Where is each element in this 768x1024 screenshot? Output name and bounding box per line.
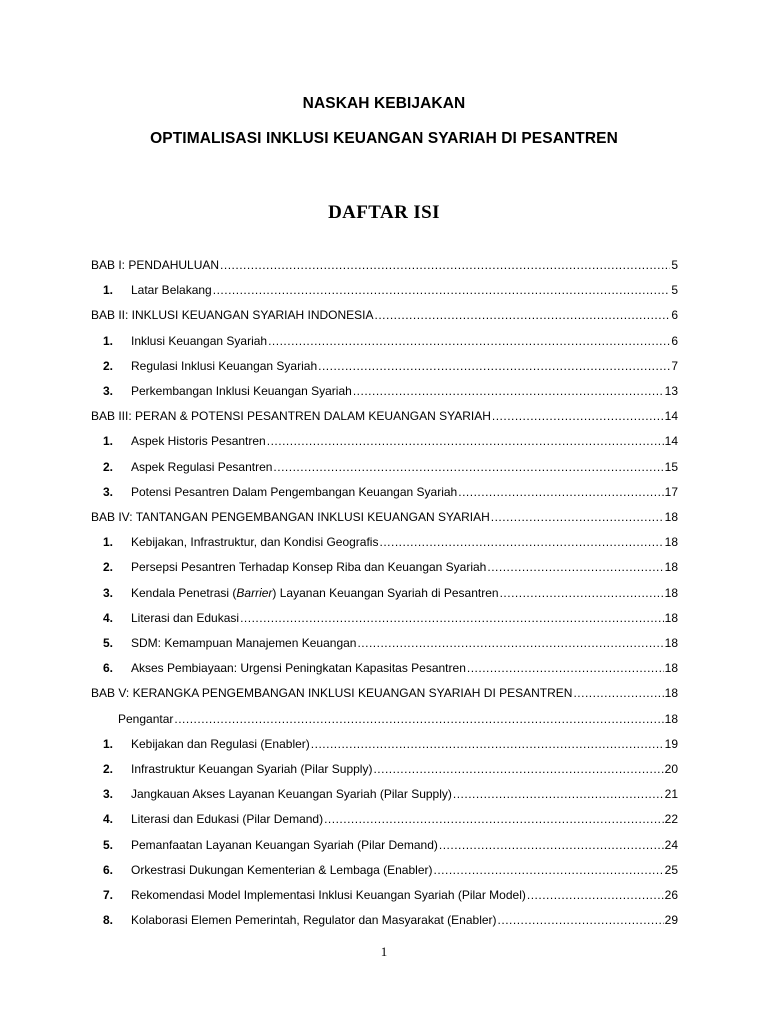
toc-leader-dots bbox=[500, 585, 664, 601]
toc-leader-dots bbox=[498, 912, 664, 928]
toc-entry-number: 3. bbox=[103, 586, 114, 600]
toc-entry[interactable] bbox=[0, 282, 768, 298]
toc-entry-title: Inklusi Keuangan Syariah bbox=[131, 334, 268, 348]
toc-entry-title: Aspek Regulasi Pesantren bbox=[131, 460, 273, 474]
toc-entry-number: 1. bbox=[103, 334, 114, 348]
toc-entry-number: 1. bbox=[103, 737, 114, 751]
toc-leader-dots bbox=[267, 433, 664, 449]
toc-leader-dots bbox=[453, 786, 664, 802]
toc-entry-title: Rekomendasi Model Implementasi Inklusi Keuangan Syariah (Pilar Model) bbox=[131, 888, 526, 902]
toc-entry-title: Jangkauan Akses Layanan Keuangan Syariah (Pilar Supply) bbox=[131, 787, 452, 801]
toc-entry-page: 7 bbox=[671, 359, 678, 373]
document-heading: NASKAH KEBIJAKAN bbox=[302, 95, 466, 112]
toc-entry-title: Potensi Pesantren Dalam Pengembangan Keuangan Syariah bbox=[131, 485, 458, 499]
toc-entry-page: 17 bbox=[664, 485, 678, 499]
toc-entry-number: 5. bbox=[103, 838, 114, 852]
toc-entry-page: 18 bbox=[664, 661, 678, 675]
toc-entry[interactable] bbox=[0, 761, 768, 777]
toc-entry-page: 19 bbox=[664, 737, 678, 751]
toc-entry-title-part: ) Layanan Keuangan Syariah di Pesantren bbox=[272, 586, 499, 600]
toc-entry-page: 18 bbox=[664, 586, 678, 600]
toc-entry-number: 4. bbox=[103, 812, 114, 826]
toc-entry-title: Kolaborasi Elemen Pemerintah, Regulator dan Masyarakat (Enabler) bbox=[131, 913, 497, 927]
toc-entry[interactable] bbox=[0, 559, 768, 575]
toc-entry-title: Pemanfaatan Layanan Keuangan Syariah (Pilar Demand) bbox=[131, 838, 438, 852]
toc-entry-title: Orkestrasi Dukungan Kementerian & Lembaga (Enabler) bbox=[131, 863, 433, 877]
toc-entry-page: 22 bbox=[664, 812, 678, 826]
toc-leader-dots bbox=[491, 509, 664, 525]
toc-entry[interactable] bbox=[0, 257, 768, 273]
toc-entry-number: 6. bbox=[103, 863, 114, 877]
toc-entry-page: 18 bbox=[664, 510, 678, 524]
toc-entry-page: 15 bbox=[664, 460, 678, 474]
page-number: 1 bbox=[380, 944, 388, 959]
toc-entry-number: 3. bbox=[103, 384, 114, 398]
toc-entry-page: 21 bbox=[664, 787, 678, 801]
toc-entry-number: 5. bbox=[103, 636, 114, 650]
toc-entry-title: SDM: Kemampuan Manajemen Keuangan bbox=[131, 636, 357, 650]
toc-entry-title: Kebijakan, Infrastruktur, dan Kondisi Geografis bbox=[131, 535, 379, 549]
toc-leader-dots bbox=[213, 282, 671, 298]
toc-leader-dots bbox=[467, 660, 664, 676]
toc-leader-dots bbox=[357, 635, 663, 651]
toc-entry-page: 5 bbox=[671, 258, 678, 272]
toc-entry-page: 18 bbox=[664, 636, 678, 650]
toc-entry-title: BAB I: PENDAHULUAN bbox=[91, 258, 220, 272]
toc-entry-title: Literasi dan Edukasi (Pilar Demand) bbox=[131, 812, 324, 826]
toc-leader-dots bbox=[458, 484, 663, 500]
toc-entry-number: 8. bbox=[103, 913, 114, 927]
toc-title: DAFTAR ISI bbox=[328, 202, 440, 223]
toc-entry[interactable] bbox=[0, 912, 768, 928]
toc-entry[interactable] bbox=[0, 660, 768, 676]
toc-entry-title: BAB V: KERANGKA PENGEMBANGAN INKLUSI KEUANGAN SYARIAH DI PESANTREN bbox=[91, 686, 573, 700]
toc-entry-title: Persepsi Pesantren Terhadap Konsep Riba dan Keuangan Syariah bbox=[131, 560, 487, 574]
toc-leader-dots bbox=[318, 358, 670, 374]
toc-entry-title-part: Kendala Penetrasi ( bbox=[131, 586, 237, 600]
toc-entry-page: 25 bbox=[664, 863, 678, 877]
toc-entry-title: BAB IV: TANTANGAN PENGEMBANGAN INKLUSI KEUANGAN SYARIAH bbox=[91, 510, 490, 524]
toc-entry-number: 1. bbox=[103, 434, 114, 448]
toc-entry-number: 3. bbox=[103, 787, 114, 801]
toc-leader-dots bbox=[439, 837, 664, 853]
toc-entry-page: 14 bbox=[664, 434, 678, 448]
toc-entry[interactable] bbox=[0, 484, 768, 500]
toc-entry-title: Infrastruktur Keuangan Syariah (Pilar Supply) bbox=[131, 762, 373, 776]
toc-entry-page: 13 bbox=[664, 384, 678, 398]
toc-entry[interactable] bbox=[0, 307, 768, 323]
toc-entry-page: 18 bbox=[664, 535, 678, 549]
toc-entry-number: 2. bbox=[103, 762, 114, 776]
toc-entry[interactable] bbox=[0, 585, 768, 601]
toc-entry-title: Perkembangan Inklusi Keuangan Syariah bbox=[131, 384, 352, 398]
toc-entry-number: 3. bbox=[103, 485, 114, 499]
document-subheading: OPTIMALISASI INKLUSI KEUANGAN SYARIAH DI PESANTREN bbox=[150, 130, 618, 147]
toc-entry-number: 2. bbox=[103, 359, 114, 373]
toc-entry-page: 26 bbox=[664, 888, 678, 902]
toc-entry[interactable] bbox=[0, 837, 768, 853]
toc-entry-number: 1. bbox=[103, 535, 114, 549]
toc-entry[interactable] bbox=[0, 862, 768, 878]
toc-entry-title: Kebijakan dan Regulasi (Enabler) bbox=[131, 737, 310, 751]
toc-entry-number: 4. bbox=[103, 611, 114, 625]
toc-entry[interactable] bbox=[0, 685, 768, 701]
toc-leader-dots bbox=[373, 761, 663, 777]
toc-entry[interactable] bbox=[0, 408, 768, 424]
toc-entry-page: 18 bbox=[664, 712, 678, 726]
toc-entry[interactable] bbox=[0, 887, 768, 903]
toc-entry-page: 6 bbox=[671, 334, 678, 348]
toc-leader-dots bbox=[324, 811, 664, 827]
toc-entry-title: Pengantar bbox=[118, 712, 174, 726]
toc-entry-page: 18 bbox=[664, 560, 678, 574]
toc-entry[interactable] bbox=[0, 534, 768, 550]
toc-entry-number: 2. bbox=[103, 560, 114, 574]
toc-leader-dots bbox=[311, 736, 664, 752]
toc-entry-title: Latar Belakang bbox=[131, 283, 212, 297]
toc-entry-page: 6 bbox=[671, 308, 678, 322]
toc-leader-dots bbox=[220, 257, 670, 273]
toc-leader-dots bbox=[527, 887, 664, 903]
toc-entry[interactable] bbox=[0, 383, 768, 399]
toc-leader-dots bbox=[174, 711, 663, 727]
toc-entry-number: 2. bbox=[103, 460, 114, 474]
toc-leader-dots bbox=[375, 307, 671, 323]
toc-entry[interactable] bbox=[0, 509, 768, 525]
toc-entry-number: 1. bbox=[103, 283, 114, 297]
toc-entry-title: BAB II: INKLUSI KEUANGAN SYARIAH INDONESIA bbox=[91, 308, 374, 322]
toc-leader-dots bbox=[492, 408, 664, 424]
toc-entry-page: 18 bbox=[664, 611, 678, 625]
toc-entry-title-italic: Barrier bbox=[236, 586, 273, 600]
toc-entry[interactable] bbox=[0, 358, 768, 374]
toc-entry-title: Aspek Historis Pesantren bbox=[131, 434, 266, 448]
toc-entry-title bbox=[131, 585, 499, 601]
toc-entry[interactable] bbox=[0, 459, 768, 475]
toc-entry-page: 29 bbox=[664, 913, 678, 927]
toc-leader-dots bbox=[434, 862, 664, 878]
toc-entry-page: 18 bbox=[664, 686, 678, 700]
toc-entry[interactable] bbox=[0, 786, 768, 802]
toc-leader-dots bbox=[379, 534, 663, 550]
toc-entry[interactable] bbox=[0, 433, 768, 449]
toc-entry[interactable] bbox=[0, 610, 768, 626]
toc-entry-page: 20 bbox=[664, 762, 678, 776]
toc-leader-dots bbox=[273, 459, 663, 475]
toc-leader-dots bbox=[240, 610, 664, 626]
toc-leader-dots bbox=[268, 333, 670, 349]
toc-entry-number: 6. bbox=[103, 661, 114, 675]
toc-leader-dots bbox=[573, 685, 663, 701]
toc-entry-title: BAB III: PERAN & POTENSI PESANTREN DALAM KEUANGAN SYARIAH bbox=[91, 409, 491, 423]
toc-entry-number: 7. bbox=[103, 888, 114, 902]
toc-entry-page: 14 bbox=[664, 409, 678, 423]
toc-entry[interactable] bbox=[0, 711, 768, 727]
toc-entry[interactable] bbox=[0, 736, 768, 752]
toc-entry[interactable] bbox=[0, 811, 768, 827]
toc-leader-dots bbox=[353, 383, 664, 399]
toc-entry[interactable] bbox=[0, 635, 768, 651]
toc-entry-title: Regulasi Inklusi Keuangan Syariah bbox=[131, 359, 318, 373]
toc-entry[interactable] bbox=[0, 333, 768, 349]
toc-entry-title: Akses Pembiayaan: Urgensi Peningkatan Kapasitas Pesantren bbox=[131, 661, 466, 675]
toc-entry-page: 24 bbox=[664, 838, 678, 852]
toc-leader-dots bbox=[487, 559, 663, 575]
toc-entry-title: Literasi dan Edukasi bbox=[131, 611, 240, 625]
toc-entry-page: 5 bbox=[671, 283, 678, 297]
